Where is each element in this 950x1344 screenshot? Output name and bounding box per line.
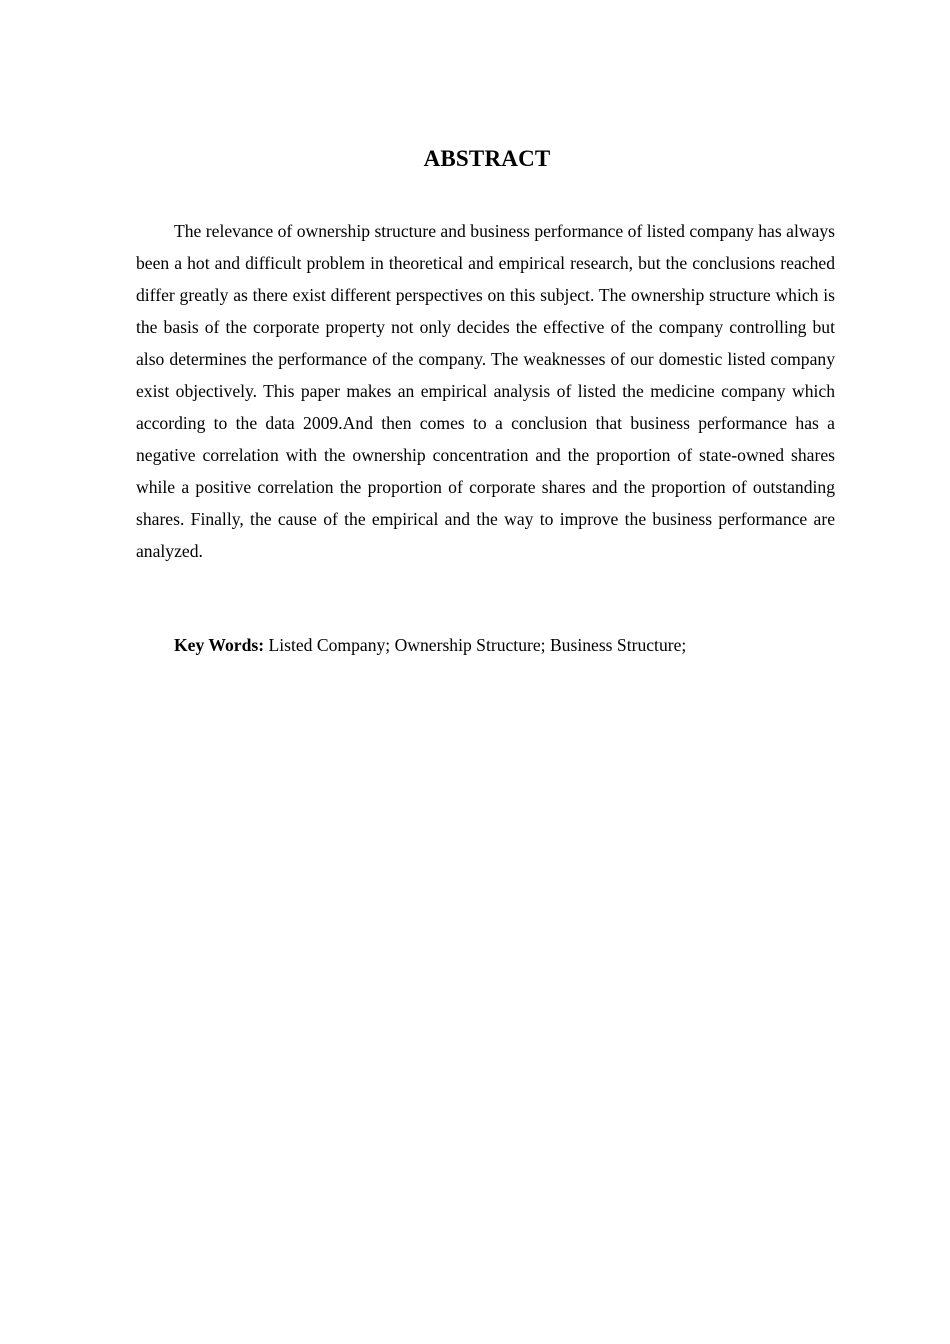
keywords-line	[174, 629, 836, 661]
keywords-label: Key Words:	[174, 635, 265, 655]
page-title: ABSTRACT	[423, 146, 551, 171]
keywords-text: Listed Company; Ownership Structure; Business Structure;	[264, 635, 687, 655]
abstract-paragraph: The relevance of ownership structure and business performance of listed company has always been a hot and difficult problem in theoretical and empirical research, but the conclusions reached differ greatly as there exist different perspectives on this subject. The ownership structure which is the basis of the corporate property not only decides the effective of the company controlling but also determines the performance of the company. The weaknesses of our domestic listed company exist objectively. This paper makes an empirical analysis of listed the medicine company which according to the data 2009.And then comes to a conclusion that business performance has a negative correlation with the ownership concentration and the proportion of state-owned shares while a positive correlation the proportion of corporate shares and the proportion of outstanding shares. Finally, the cause of the empirical and the way to improve the business performance are analyzed.	[136, 221, 835, 561]
